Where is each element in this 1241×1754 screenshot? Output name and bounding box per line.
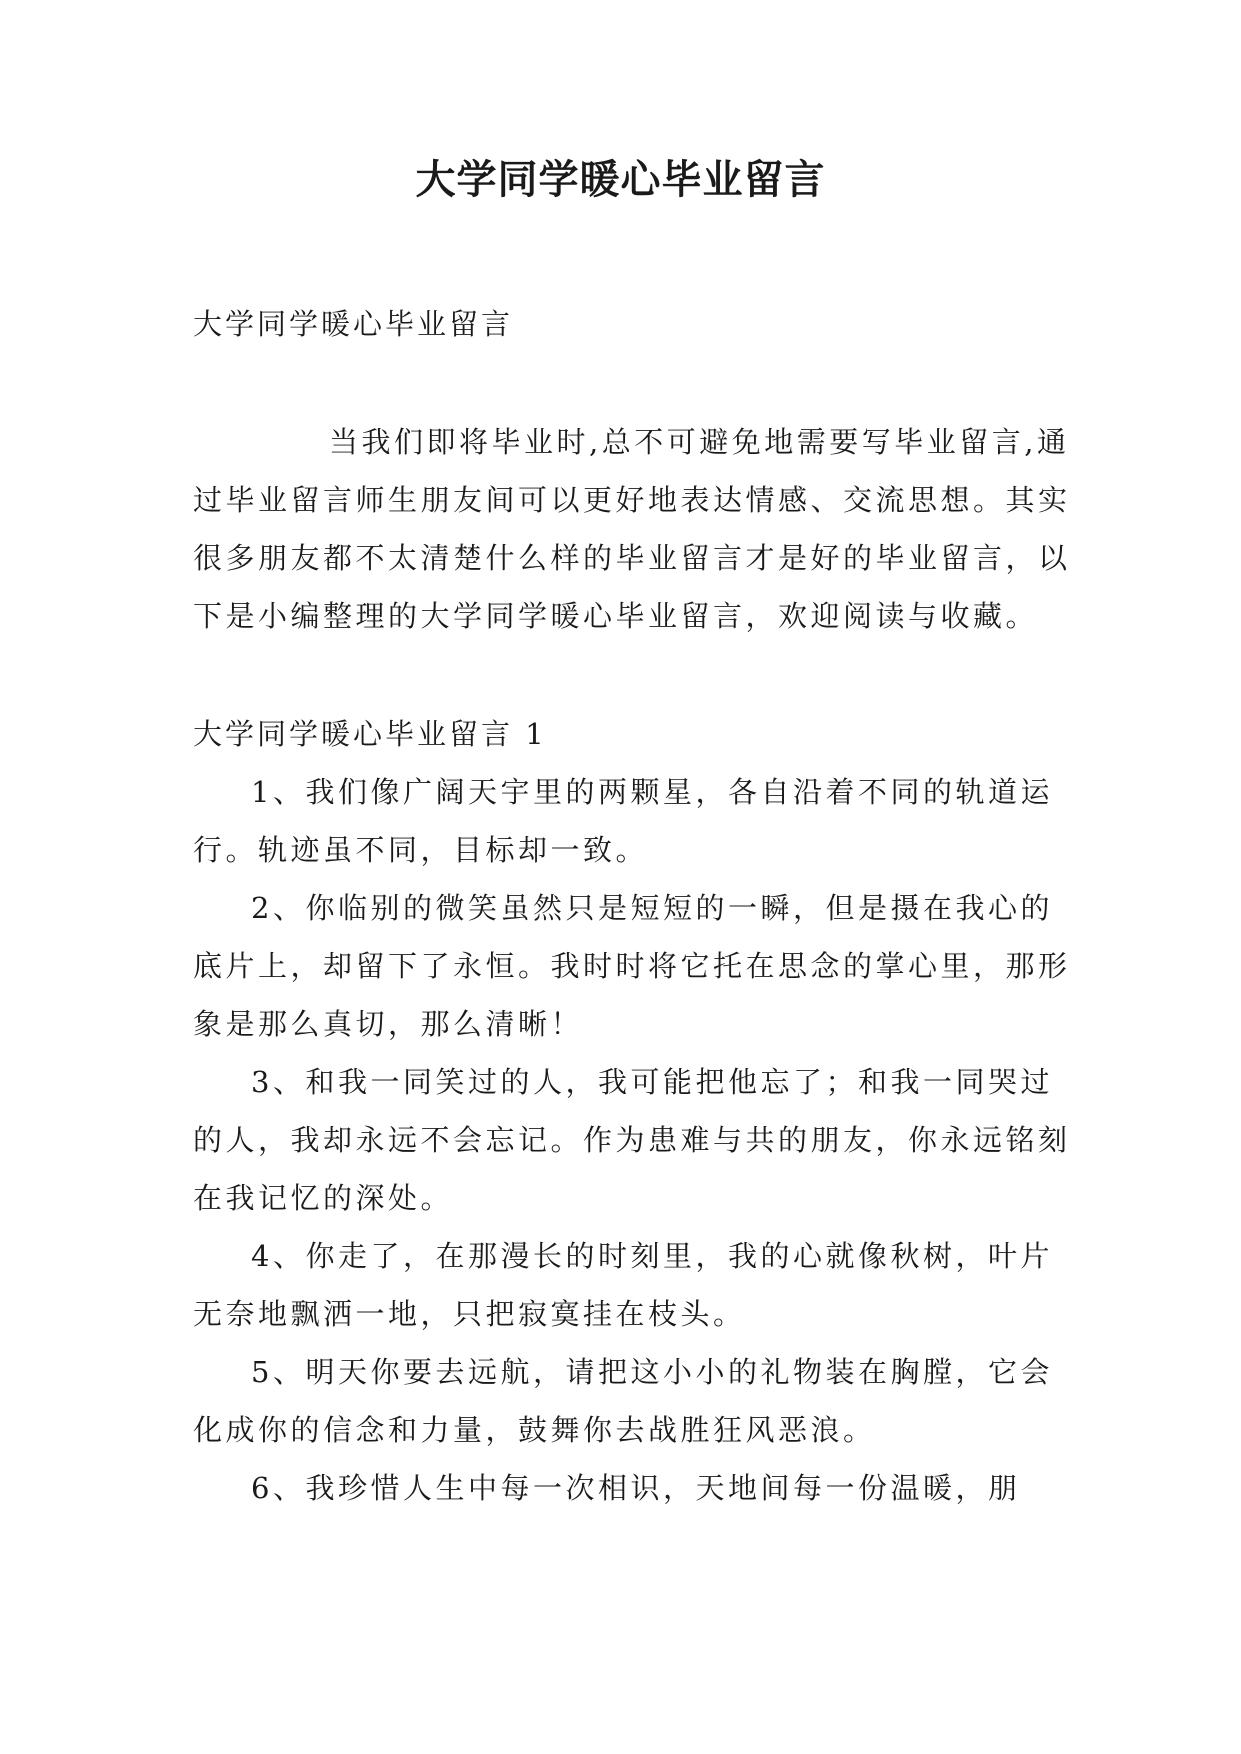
message-item-2: 2、你临别的微笑虽然只是短短的一瞬，但是摄在我心的底片上，却留下了永恒。我时时将它托在思念的掌心里，那形象是那么真切，那么清晰！ bbox=[193, 891, 1071, 1041]
message-item-3: 3、和我一同笑过的人，我可能把他忘了；和我一同哭过的人，我却永远不会忘记。作为患难与共的朋友，你永远铭刻在我记忆的深处。 bbox=[193, 1065, 1071, 1215]
section-heading: 大学同学暖心毕业留言 1 bbox=[193, 717, 547, 751]
intro-paragraph: 当我们即将毕业时,总不可避免地需要写毕业留言,通过毕业留言师生朋友间可以更好地表达情感、交流思想。其实很多朋友都不太清楚什么样的毕业留言才是好的毕业留言，以下是小编整理的大学同学暖心毕业留言，欢迎阅读与收藏。 bbox=[193, 425, 1071, 633]
message-item-5: 5、明天你要去远航，请把这小小的礼物装在胸膛，它会化成你的信念和力量，鼓舞你去战胜狂风恶浪。 bbox=[193, 1355, 1053, 1447]
document-subtitle: 大学同学暖心毕业留言 bbox=[193, 307, 514, 341]
message-item-1: 1、我们像广阔天宇里的两颗星，各自沿着不同的轨道运行。轨迹虽不同，目标却一致。 bbox=[193, 775, 1053, 867]
message-item-6: 6、我珍惜人生中每一次相识，天地间每一份温暖，朋 bbox=[251, 1471, 1021, 1505]
document-body bbox=[193, 295, 1073, 1517]
message-item-4: 4、你走了，在那漫长的时刻里，我的心就像秋树，叶片无奈地飘洒一地，只把寂寞挂在枝头。 bbox=[193, 1239, 1053, 1331]
document-title: 大学同学暖心毕业留言 bbox=[415, 156, 826, 203]
